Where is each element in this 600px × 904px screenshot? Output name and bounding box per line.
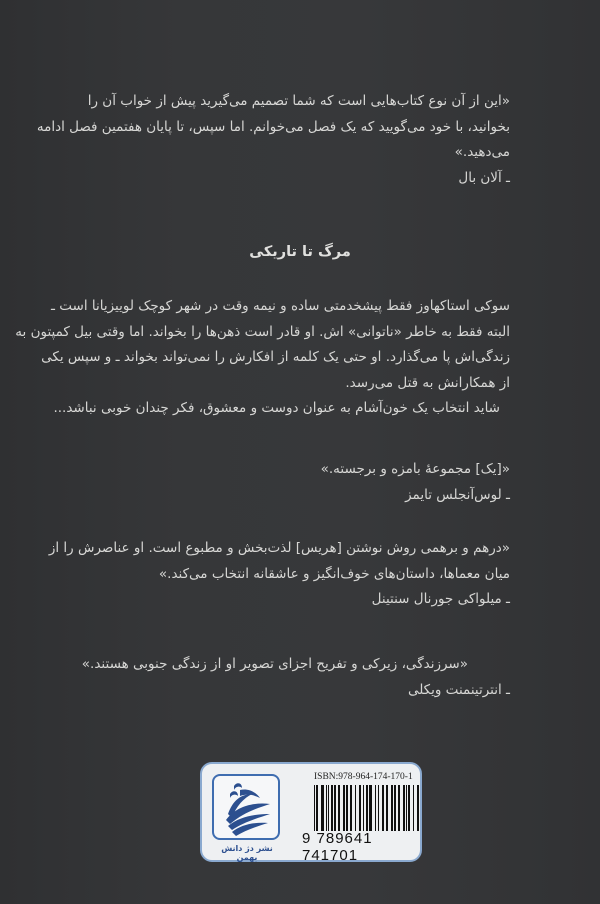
publisher-name: نشر دژ دانش بهمن	[221, 844, 273, 862]
quote-alan-ball	[36, 89, 510, 191]
quote-line: میان معماها، داستان‌های خوف‌انگیز و عاشقانه انتخاب می‌کند.»	[158, 565, 510, 582]
quote-attribution: ـ آلان بال	[458, 169, 510, 186]
barcode-number: 9 789641 741701	[302, 830, 373, 864]
book-title: مرگ تا تاریکی	[249, 244, 351, 260]
isbn-text: ISBN:978-964-174-170-1	[314, 772, 413, 782]
synopsis	[15, 294, 510, 422]
quote-attribution: ـ میلواکی جورنال سنتینل	[371, 591, 510, 607]
quote-milwaukee	[48, 536, 510, 613]
synopsis-line: از همکارانش به قتل می‌رسد.	[345, 374, 510, 391]
quote-la-times	[95, 457, 510, 508]
quote-entertainment-weekly	[81, 652, 510, 703]
quote-line: «سرزندگی، زیرکی و تفریح اجزای تصویر او از زندگی جنوبی هستند.»	[81, 656, 468, 672]
synopsis-line: شاید انتخاب یک خون‌آشام به عنوان دوست و معشوق، فکر چندان خوبی نباشد...	[53, 400, 500, 416]
barcode-label	[200, 762, 422, 862]
quote-attribution: ـ انترتینمنت ویکلی	[407, 681, 510, 698]
quote-line: «این از آن نوع کتاب‌هایی است که شما تصمیم می‌گیرید پیش از خواب آن را	[87, 93, 510, 109]
quote-line: «درهم و برهمی روش نوشتن [هریس] لذت‌بخش و مطبوع است. او عناصرش را از	[48, 540, 510, 556]
quote-line: می‌دهید.»	[454, 144, 510, 160]
quote-attribution: ـ لوس‌آنجلس تایمز	[405, 486, 510, 503]
quote-line: «[یک] مجموعهٔ بامزه و برجسته.»	[320, 461, 510, 477]
synopsis-line: زندگی‌اش پا می‌گذارد. او حتی یک کلمه از افکارش را نمی‌تواند بخواند ـ و سپس یکی	[41, 349, 510, 365]
publisher-logo-icon	[212, 774, 280, 840]
barcode-bars	[314, 785, 420, 831]
quote-line: بخوانید، با خود می‌گویید که یک فصل می‌خوانم. اما سپس، تا پایان هفتمین فصل ادامه	[36, 118, 510, 135]
synopsis-line: البته فقط به خاطر «ناتوانی» اش. او قادر است ذهن‌ها را بخواند. اما وقتی بیل کمپتون به	[15, 323, 510, 340]
synopsis-line: سوکی استاکهاوز فقط پیشخدمتی ساده و نیمه وقت در شهر کوچک لوییزیانا است ـ	[51, 298, 510, 314]
